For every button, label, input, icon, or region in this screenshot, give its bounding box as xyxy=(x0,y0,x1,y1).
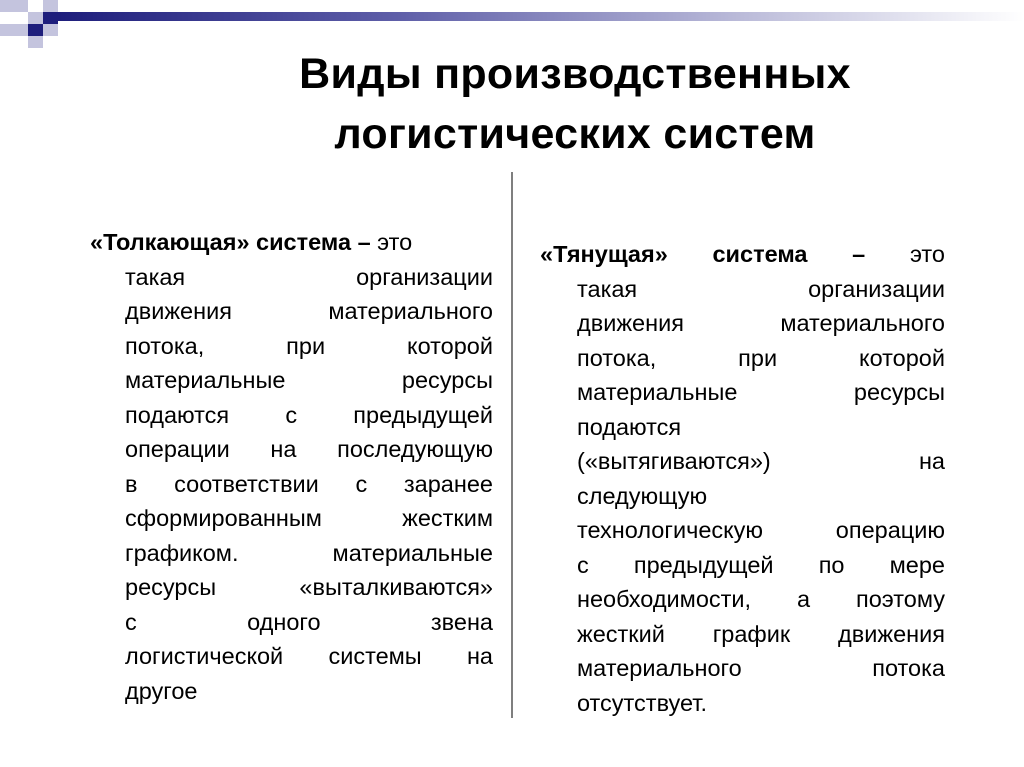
text-line: отсутствует. xyxy=(577,689,707,716)
deco-square xyxy=(28,12,43,24)
text-line: с одного звена xyxy=(125,608,493,635)
text-line: материального потока xyxy=(577,655,945,681)
text-line: материальные ресурсы xyxy=(125,367,493,393)
text-line: такая организации xyxy=(577,275,945,302)
text-line: («вытягиваются») на xyxy=(577,448,945,474)
left-column xyxy=(90,225,493,708)
deco-square xyxy=(28,36,43,48)
text-line: сформированным жестким xyxy=(125,505,493,531)
deco-square xyxy=(0,24,28,36)
text-line: материальные ресурсы xyxy=(577,379,945,405)
deco-square xyxy=(43,0,58,12)
right-term: «Тянущая» система – xyxy=(540,241,866,267)
text-line: жесткий график движения xyxy=(577,620,945,647)
right-body xyxy=(540,272,945,721)
deco-square xyxy=(43,12,58,24)
slide-title xyxy=(160,44,990,164)
text-line: технологическую операцию xyxy=(577,517,945,543)
right-column xyxy=(540,237,945,720)
text-line: с предыдущей по мере xyxy=(577,551,945,578)
deco-square xyxy=(0,0,28,12)
text-line: движения материального xyxy=(125,298,493,324)
text-line: операции на последующую xyxy=(125,436,493,462)
header-gradient-line xyxy=(58,12,1024,21)
title-line: Виды производственных xyxy=(299,50,851,98)
text-line: необходимости, а поэтому xyxy=(577,586,945,612)
column-divider xyxy=(511,172,513,718)
text-line: потока, при которой xyxy=(577,344,945,371)
left-lead-line xyxy=(90,225,493,260)
right-lead-rest: это xyxy=(909,241,945,267)
text-line: графиком. материальные xyxy=(125,539,493,566)
text-line: другое xyxy=(125,677,198,704)
text-line: логистической системы на xyxy=(125,643,493,669)
right-lead-line xyxy=(540,237,945,272)
text-line: такая организации xyxy=(125,263,493,290)
text-line: подаются с предыдущей xyxy=(125,401,493,428)
left-term: «Толкающая» система – xyxy=(90,229,371,255)
text-line: движения материального xyxy=(577,310,945,336)
left-body xyxy=(90,260,493,709)
text-line: в соответствии с заранее xyxy=(125,470,493,497)
title-line: логистических систем xyxy=(334,110,816,158)
text-line: потока, при которой xyxy=(125,332,493,359)
deco-square xyxy=(43,24,58,36)
deco-square xyxy=(28,24,43,36)
text-line: подаются xyxy=(577,413,682,440)
text-line: следующую xyxy=(577,482,708,509)
text-line: ресурсы «выталкиваются» xyxy=(125,574,493,600)
left-lead-rest: это xyxy=(377,229,413,255)
